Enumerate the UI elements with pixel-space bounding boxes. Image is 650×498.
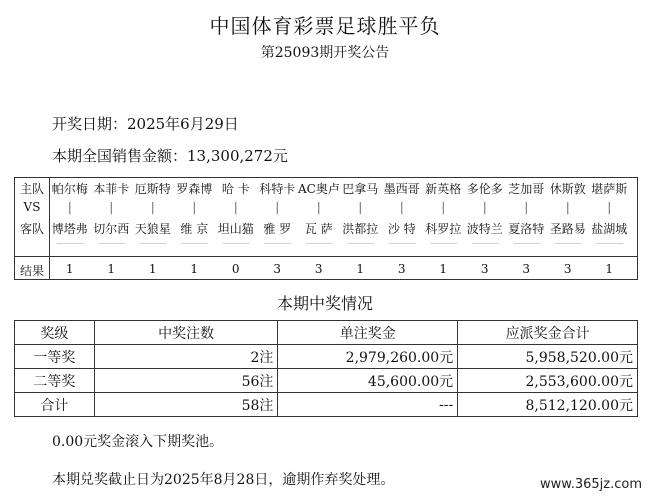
unit-prize: --- (278, 393, 458, 417)
vs-pipe: | (358, 200, 363, 214)
away-team: 沙 特 (387, 222, 416, 236)
sales-amount: 本期全国销售金额：13,300,272元 (52, 147, 288, 165)
match-result: 0 (231, 262, 240, 276)
winner-count: 58注 (94, 393, 278, 417)
match-column (298, 178, 340, 279)
away-team: 切尔西 (93, 222, 130, 236)
prize-level: 一等奖 (15, 345, 95, 369)
dash-separator: ——— (471, 238, 499, 249)
unit-prize: 2,979,260.00元 (278, 345, 458, 369)
away-team: 博塔弗 (51, 222, 88, 236)
table-row (15, 369, 638, 393)
vs-pipe: | (441, 200, 446, 214)
home-team: 帕尔梅 (51, 182, 88, 196)
home-team: 新英格 (425, 182, 462, 196)
dash-separator: ——— (346, 238, 374, 249)
match-column (589, 178, 631, 279)
table-row (15, 345, 638, 369)
vs-pipe: | (316, 200, 321, 214)
vs-pipe: | (109, 200, 114, 214)
dash-separator: ——— (429, 238, 457, 249)
match-column (174, 178, 216, 279)
vs-pipe: | (275, 200, 280, 214)
draw-date: 开奖日期：2025年6月29日 (52, 115, 239, 133)
row-labels (15, 178, 50, 279)
dash-separator: ——— (56, 238, 84, 249)
match-column (506, 178, 548, 279)
dash-separator: ——— (139, 238, 167, 249)
winner-count: 2注 (94, 345, 278, 369)
total-prize: 5,958,520.00元 (458, 345, 638, 369)
prize-table (14, 320, 638, 417)
match-column (257, 178, 299, 279)
home-team: 罗森博 (176, 182, 213, 196)
home-team: 科特卡 (259, 182, 296, 196)
match-column (547, 178, 589, 279)
vs-pipe: | (233, 200, 238, 214)
header-count: 中奖注数 (94, 321, 278, 345)
header-total: 应派奖金合计 (458, 321, 638, 345)
match-column (49, 178, 91, 279)
vs-pipe: | (192, 200, 197, 214)
match-result: 1 (107, 262, 116, 276)
home-team: 巴拿马 (342, 182, 379, 196)
match-result: 3 (314, 262, 323, 276)
vs-pipe: | (399, 200, 404, 214)
match-table (14, 177, 638, 280)
away-team: 天狼星 (134, 222, 171, 236)
vs-pipe: | (150, 200, 155, 214)
dash-separator: ——— (180, 238, 208, 249)
away-team: 瓦 萨 (304, 222, 333, 236)
match-column (91, 178, 133, 279)
result-divider (15, 256, 637, 257)
away-team: 夏洛特 (508, 222, 545, 236)
match-column (381, 178, 423, 279)
away-team: 科罗拉 (425, 222, 462, 236)
match-column (464, 178, 506, 279)
dash-separator: ——— (388, 238, 416, 249)
match-result: 3 (522, 262, 531, 276)
away-team: 坦山猫 (217, 222, 254, 236)
deadline-note: 本期兑奖截止日为2025年8月28日，逾期作弃奖处理。 (52, 472, 395, 488)
issue-subtitle: 第25093期开奖公告 (260, 45, 390, 61)
away-team: 维 京 (180, 222, 209, 236)
match-column (340, 178, 382, 279)
prize-section-title: 本期中奖情况 (276, 294, 373, 313)
rollover-note: 0.00元奖金滚入下期奖池。 (52, 434, 224, 450)
home-team: 墨西哥 (383, 182, 420, 196)
dash-separator: ——— (512, 238, 540, 249)
match-result: 3 (563, 262, 572, 276)
page-title: 中国体育彩票足球胜平负 (209, 14, 441, 38)
dash-separator: ——— (97, 238, 125, 249)
unit-prize: 45,600.00元 (278, 369, 458, 393)
dash-separator: ——— (595, 238, 623, 249)
header-level: 奖级 (15, 321, 95, 345)
home-team: 休斯敦 (549, 182, 586, 196)
home-team: 芝加哥 (508, 182, 545, 196)
winner-count: 56注 (94, 369, 278, 393)
match-column (423, 178, 465, 279)
match-result: 1 (356, 262, 365, 276)
vs-label: VS (23, 200, 41, 214)
vs-pipe: | (67, 200, 72, 214)
match-result: 3 (480, 262, 489, 276)
dash-separator: ——— (263, 238, 291, 249)
vs-pipe: | (607, 200, 612, 214)
home-team: 多伦多 (466, 182, 503, 196)
home-team: 堪萨斯 (591, 182, 628, 196)
dash-separator: ——— (222, 238, 250, 249)
prize-level: 合计 (15, 393, 95, 417)
home-team: 厄斯特 (134, 182, 171, 196)
match-result: 1 (439, 262, 448, 276)
match-column (132, 178, 174, 279)
away-team: 雅 罗 (263, 222, 292, 236)
match-result: 1 (148, 262, 157, 276)
watermark: www.365jz.com (540, 477, 642, 492)
dash-separator: ——— (305, 238, 333, 249)
vs-pipe: | (482, 200, 487, 214)
prize-header-row (15, 321, 638, 345)
home-team: 哈 卡 (221, 182, 250, 196)
away-team: 盐湖城 (591, 222, 628, 236)
header-unit-prize: 单注奖金 (278, 321, 458, 345)
table-row (15, 393, 638, 417)
vs-pipe: | (524, 200, 529, 214)
match-result: 3 (273, 262, 282, 276)
match-result: 3 (397, 262, 406, 276)
home-label: 主队 (19, 182, 44, 196)
away-team: 波特兰 (466, 222, 503, 236)
result-label: 结果 (19, 264, 44, 278)
match-result: 1 (65, 262, 74, 276)
prize-level: 二等奖 (15, 369, 95, 393)
total-prize: 2,553,600.00元 (458, 369, 638, 393)
match-column (215, 178, 257, 279)
home-team: 本菲卡 (93, 182, 130, 196)
total-prize: 8,512,120.00元 (458, 393, 638, 417)
away-team: 圣路易 (549, 222, 586, 236)
away-team: 洪都拉 (342, 222, 379, 236)
vs-pipe: | (565, 200, 570, 214)
away-label: 客队 (19, 222, 44, 236)
match-result: 1 (190, 262, 199, 276)
dash-separator: ——— (554, 238, 582, 249)
home-team: AC奥卢 (298, 182, 340, 196)
match-result: 1 (605, 262, 614, 276)
